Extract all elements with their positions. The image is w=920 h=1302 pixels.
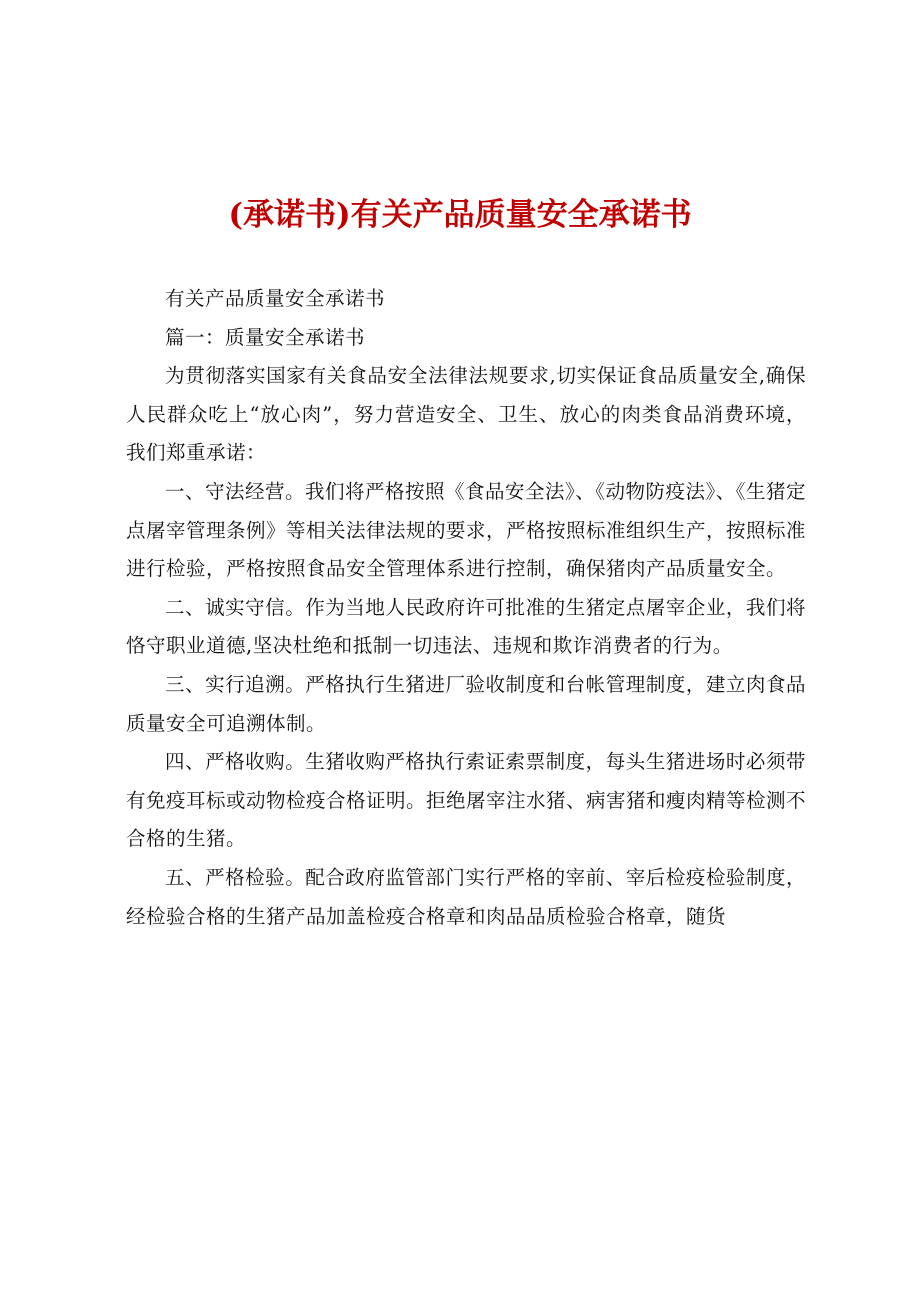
paragraph-item-1: 一、守法经营。我们将严格按照《食品安全法》、《动物防疫法》、《生猪定点屠宰管理条例》等相关法律法规的要求，严格按照标准组织生产，按照标准进行检验，严格按照食品安全管理体系进行控制，确保猪肉产品质量安全。 [126,479,807,581]
paragraph-intro: 为贯彻落实国家有关食品安全法律法规要求,切实保证食品质量安全,确保人民群众吃上“放心肉”，努力营造安全、卫生、放心的肉类食品消费环境，我们郑重承诺： [126,364,806,465]
document-title: (承诺书)有关产品质量安全承诺书 [228,197,692,233]
paragraph-item-5: 五、严格检验。配合政府监管部门实行严格的宰前、宰后检疫检验制度，经检验合格的生猪产品加盖检疫合格章和肉品品质检验合格章，随货 [126,865,806,928]
paragraph-item-2: 二、诚实守信。作为当地人民政府许可批准的生猪定点屠宰企业，我们将恪守职业道德,坚决杜绝和抵制一切违法、违规和欺诈消费者的行为。 [126,595,806,658]
paragraph-section-heading: 篇一：质量安全承诺书 [165,325,366,349]
paragraph-subtitle: 有关产品质量安全承诺书 [165,287,386,310]
paragraph-item-3: 三、实行追溯。严格执行生猪进厂验收制度和台帐管理制度，建立肉食品质量安全可追溯体制。 [126,672,806,735]
paragraph-item-4: 四、严格收购。生猪收购严格执行索证索票制度，每头生猪进场时必须带有免疫耳标或动物检疫合格证明。拒绝屠宰注水猪、病害猪和瘦肉精等检测不合格的生猪。 [126,750,807,851]
document-body [126,280,806,936]
